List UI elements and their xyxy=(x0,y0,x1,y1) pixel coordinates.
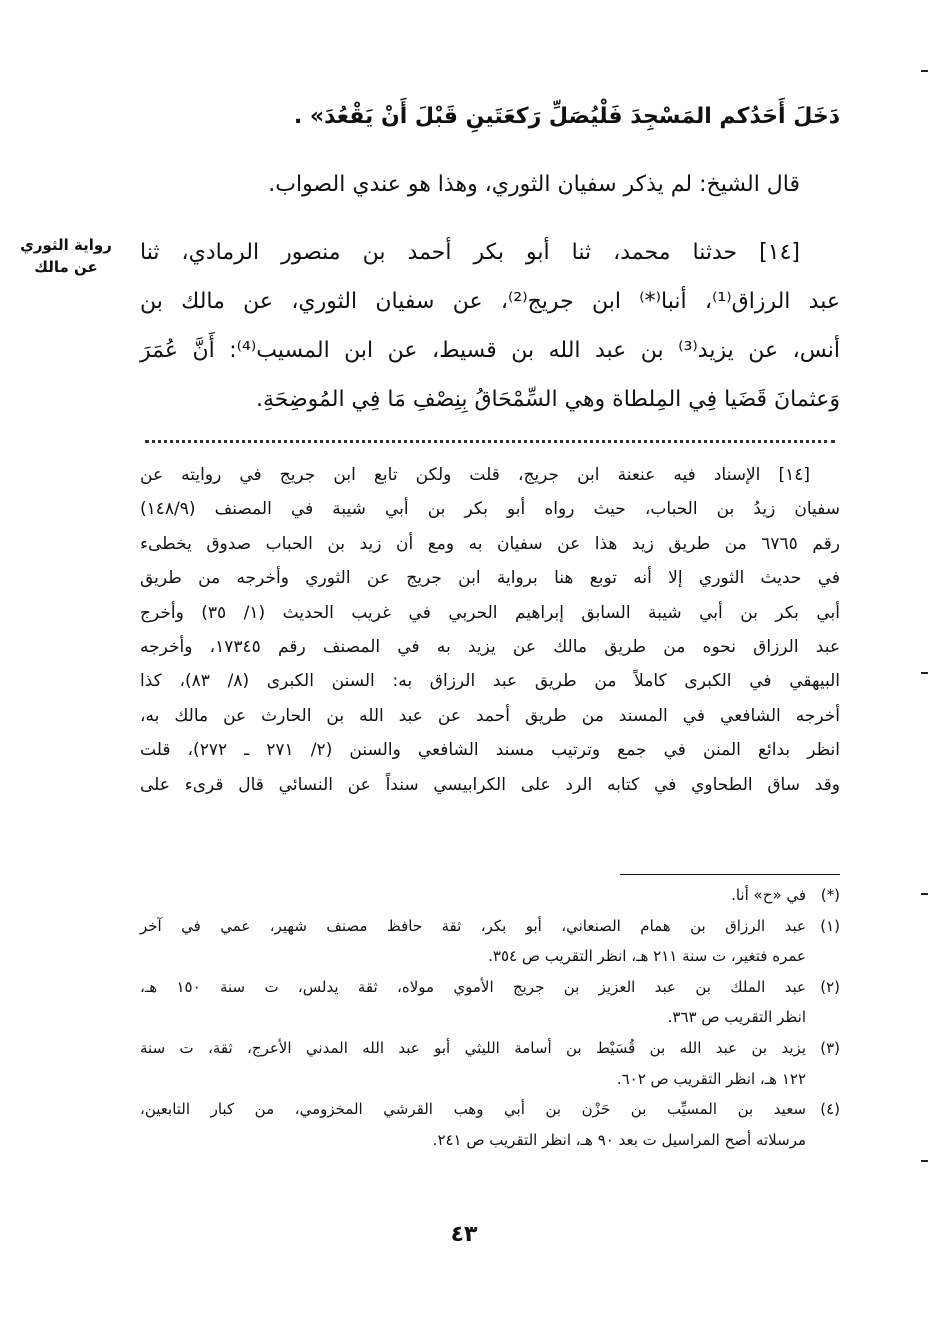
footnote-rule xyxy=(620,874,840,875)
footnote-line: عبد الملك بن عبد العزيز بن جريج الأموي مولاه، ثقة يدلس، ت سنة ١٥٠ هـ، xyxy=(140,977,806,996)
footnote-line: في «ح» أنا. xyxy=(731,886,806,904)
margin-note-line: عن مالك xyxy=(34,258,98,276)
margin-note-line: رواية الثوري xyxy=(20,236,112,254)
footnote-number: (٢) xyxy=(820,977,840,996)
footnote-1 xyxy=(140,911,840,972)
footnote-line: عبد الرزاق بن همام الصنعاني، أبو بكر، ثقة حافظ مصنف شهير، عمي في آخر xyxy=(140,916,806,935)
scan-mark xyxy=(921,672,928,674)
hadith-line: عبد الرزاق⁽¹⁾، أنبا⁽*⁾ ابن جريج⁽²⁾، عن سفيان الثوري، عن مالك بن xyxy=(140,289,840,314)
commentary-line: البيهقي في الكبرى كاملاً من طريق عبد الرزاق به: السنن الكبرى (٨/ ٨٣)، كذا xyxy=(140,671,840,692)
hadith-line: [١٤] حدثنا محمد، ثنا أبو بكر أحمد بن منصور الرمادي، ثنا xyxy=(140,240,800,265)
footnote-4 xyxy=(140,1094,840,1155)
commentary-line: في حديث الثوري إلا أنه توبع هنا برواية ابن جريج عن الثوري وأخرجه من طريق xyxy=(140,568,840,589)
shaykh-comment xyxy=(140,160,840,209)
footnote-3 xyxy=(140,1033,840,1094)
shaykh-comment-line: قال الشيخ: لم يذكر سفيان الثوري، وهذا هو عندي الصواب. xyxy=(268,172,800,197)
commentary-line: سفيان زيدُ بن الحباب، حيث رواه أبو بكر بن أبي شيبة في المصنف (١٤٨/٩) xyxy=(140,499,840,520)
scan-mark xyxy=(921,893,928,895)
footnotes xyxy=(140,880,840,1155)
footnote-number: (٣) xyxy=(820,1038,840,1057)
footnote-line: عمره فتغير، ت سنة ٢١١ هـ، انظر التقريب ص ٣٥٤. xyxy=(488,947,806,966)
footnote-star xyxy=(140,880,840,911)
scan-mark xyxy=(921,70,928,72)
dotted-separator xyxy=(145,440,835,443)
commentary-line: أبي بكر بن أبي شيبة السابق إبراهيم الحربي في غريب الحديث (١/ ٣٥) وأخرج xyxy=(140,602,841,623)
hadith-ending-text xyxy=(140,92,840,141)
footnote-2 xyxy=(140,972,840,1033)
hadith-ending-line: دَخَلَ أَحَدُكم المَسْجِدَ فَلْيُصَلِّ رَكعَتَينِ قَبْلَ أَنْ يَقْعُدَ» . xyxy=(293,104,840,129)
footnote-number: (١) xyxy=(820,916,840,935)
page-number: ٤٣ xyxy=(450,1222,478,1247)
commentary-line: أخرجه الشافعي في المسند من طريق أحمد عن عبد الله بن الحارث عن مالك به، xyxy=(140,705,840,726)
hadith-line: وَعثمانَ قَضَيا فِي المِلطاة وهي السِّمْحَاقُ بِنِصْفِ مَا فِي المُوضِحَةِ. xyxy=(255,387,840,412)
footnote-line: ١٢٢ هـ، انظر التقريب ص ٦٠٢. xyxy=(616,1069,806,1088)
hadith-line: أنس، عن يزيد⁽³⁾ بن عبد الله بن قسيط، عن ابن المسيب⁽⁴⁾: أَنَّ عُمَرَ xyxy=(140,338,840,363)
margin-note xyxy=(10,234,122,278)
footnote-line: انظر التقريب ص ٣٦٣. xyxy=(667,1008,806,1027)
hadith-14-text xyxy=(140,228,840,424)
commentary-line: انظر بدائع المنن في جمع وترتيب مسند الشافعي والسنن (٢/ ٢٧١ ـ ٢٧٢)، قلت xyxy=(140,740,840,761)
footnote-line: يزيد بن عبد الله بن قُسَيْط بن أسامة الليثي أبو عبد الله المدني الأعرج، ثقة، ت سنة xyxy=(140,1038,806,1057)
commentary-line: وقد ساق الطحاوي في كتابه الرد على الكرابيسي سنداً عن النسائي قال قرىء على xyxy=(140,774,840,795)
footnote-number: (*) xyxy=(820,886,840,904)
footnote-number: (٤) xyxy=(820,1100,840,1119)
scan-mark xyxy=(921,1160,928,1162)
commentary-line: رقم ٦٧٦٥ من طريق زيد هذا عن سفيان به ومع أن زيد بن الحباب صدوق يخطىء xyxy=(140,533,840,554)
footnote-line: سعيد بن المسيِّب بن حَزْن بن أبي وهب القرشي المخزومي، من كبار التابعين، xyxy=(140,1100,806,1119)
commentary-line: عبد الرزاق نحوه من طريق مالك عن يزيد به في المصنف رقم ١٧٣٤٥، وأخرجه xyxy=(140,637,840,658)
commentary-text xyxy=(140,458,840,802)
commentary-line: [١٤] الإسناد فيه عنعنة ابن جريج، قلت ولكن تابع ابن جريج في روايته عن xyxy=(140,465,810,485)
footnote-line: مرسلاته أصح المراسيل ت بعد ٩٠ هـ، انظر التقريب ص ٢٤١. xyxy=(432,1130,806,1149)
